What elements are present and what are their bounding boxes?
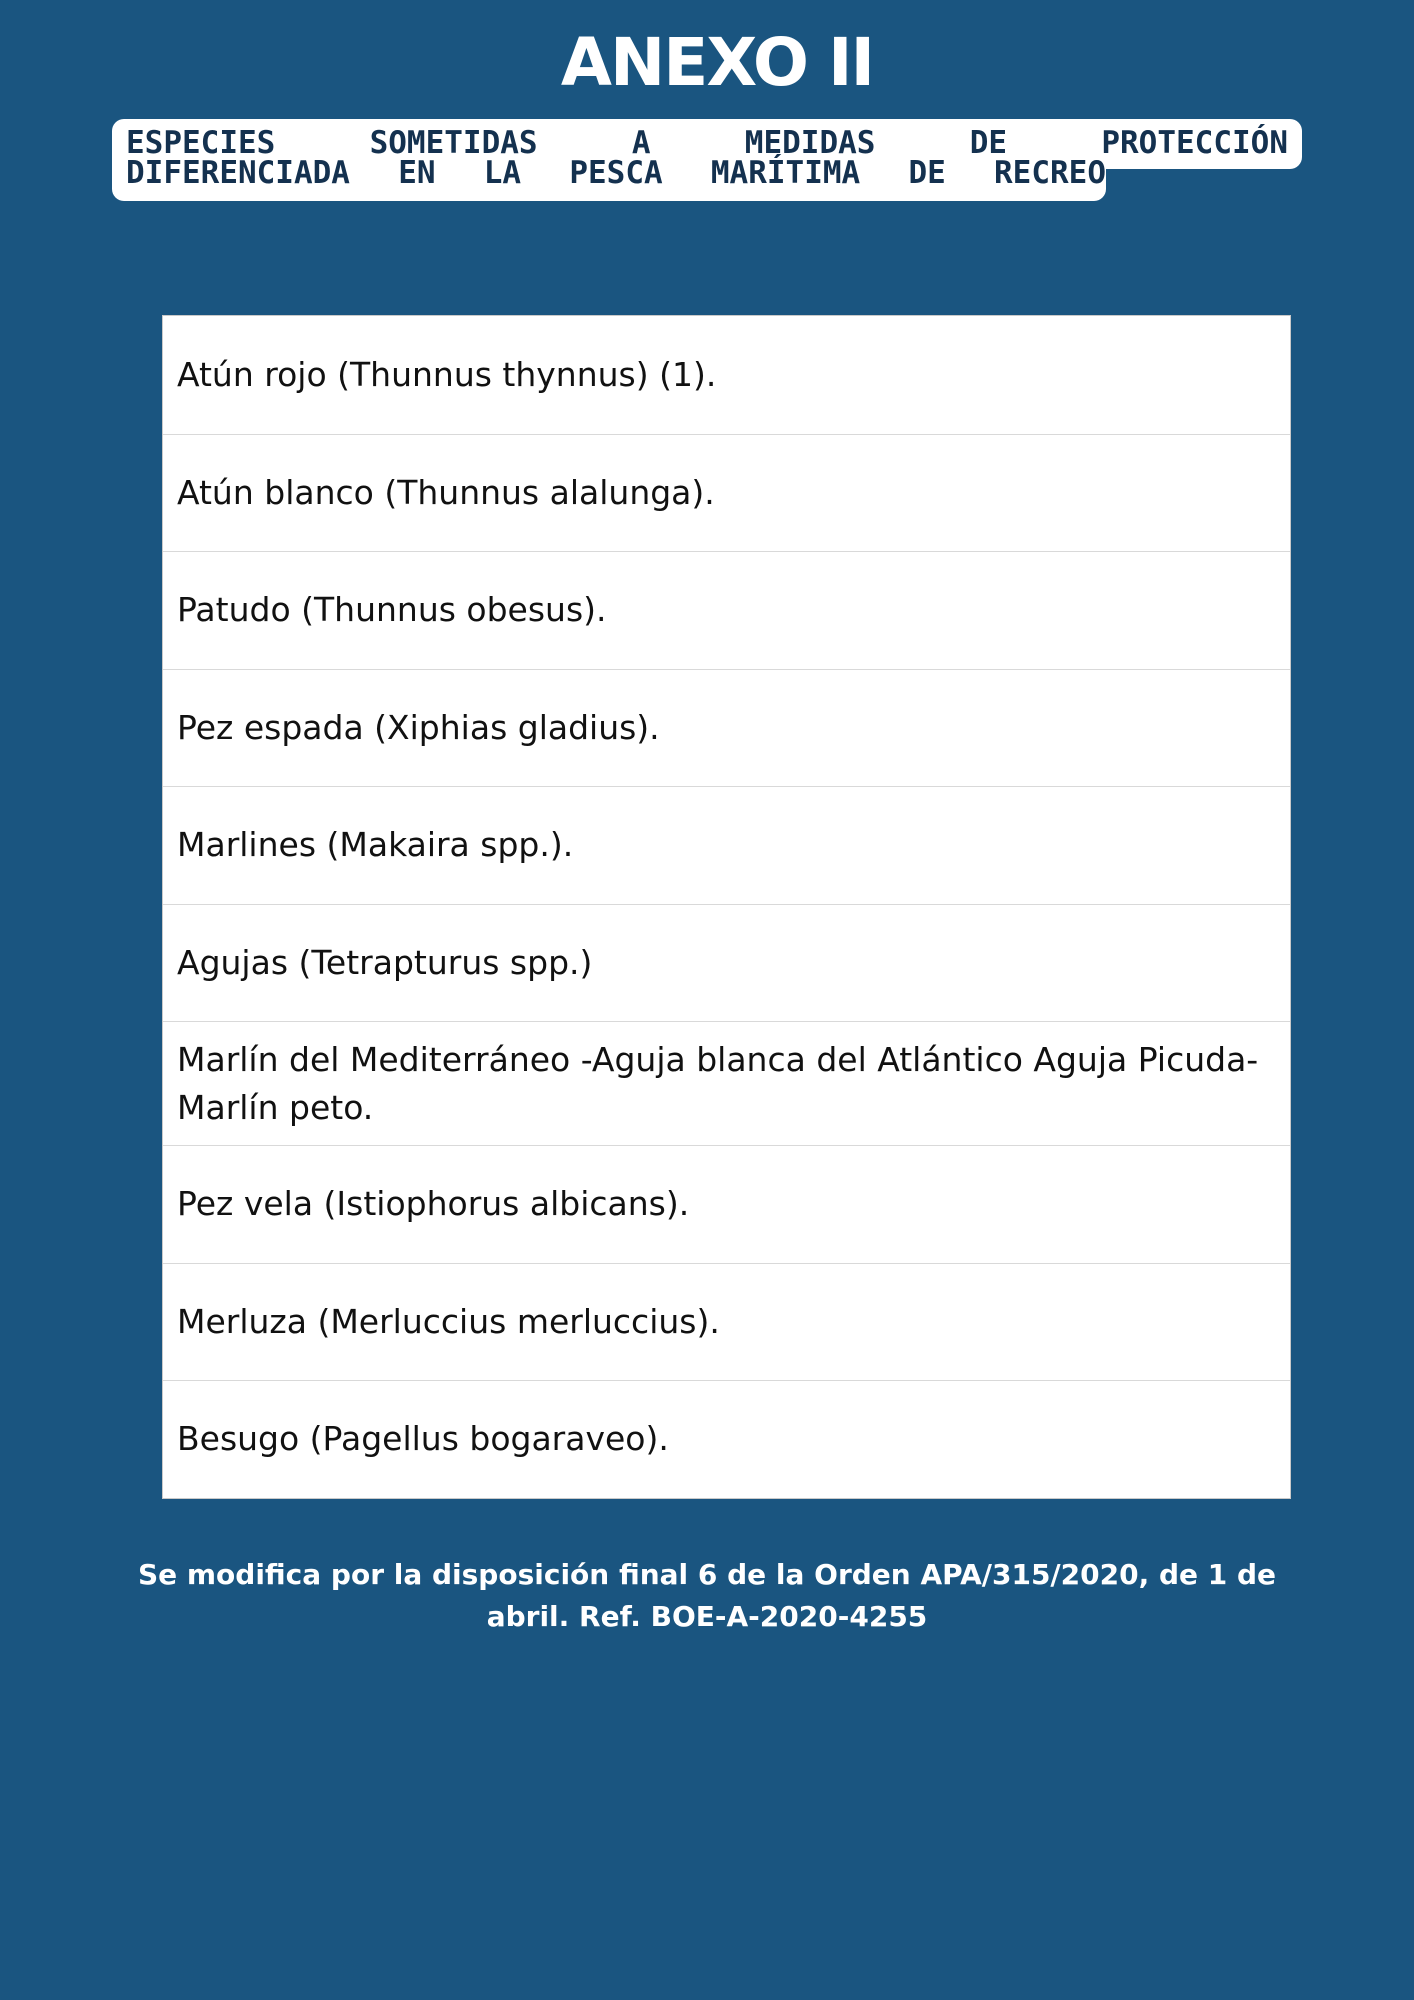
table-row [163, 1380, 1290, 1498]
species-name: Marlines (Makaira spp.). [177, 825, 574, 865]
species-name: Marlín del Mediterráneo -Aguja blanca del Atlántico Aguja Picuda-Marlín peto. [177, 1039, 1259, 1127]
subtitle-line-2: DIFERENCIADA EN LA PESCA MARÍTIMA DE RECREO [126, 155, 1106, 191]
table-row [163, 434, 1290, 552]
subtitle-banner [112, 119, 1302, 201]
species-name: Patudo (Thunnus obesus). [177, 590, 607, 630]
footer-note: Se modifica por la disposición final 6 de la Orden APA/315/2020, de 1 de abril. Ref. BOE-A-2020-4255 [137, 1558, 1277, 1633]
species-name: Atún blanco (Thunnus alalunga). [177, 472, 715, 512]
species-name: Pez espada (Xiphias gladius). [177, 707, 660, 747]
species-table [162, 315, 1291, 1499]
table-row [163, 786, 1290, 904]
table-row [163, 316, 1290, 434]
table-row [163, 1021, 1290, 1145]
species-name: Besugo (Pagellus bogaraveo). [177, 1419, 669, 1459]
table-row [163, 904, 1290, 1022]
table-row [163, 551, 1290, 669]
table-row [163, 1145, 1290, 1263]
table-row [163, 669, 1290, 787]
species-name: Atún rojo (Thunnus thynnus) (1). [177, 354, 717, 394]
species-name: Merluza (Merluccius merluccius). [177, 1301, 720, 1341]
page-title: ANEXO II [560, 24, 874, 101]
subtitle-line-1: ESPECIES SOMETIDAS A MEDIDAS DE PROTECCIÓN [126, 125, 1288, 161]
table-row [163, 1263, 1290, 1381]
species-name: Agujas (Tetrapturus spp.) [177, 942, 593, 982]
species-name: Pez vela (Istiophorus albicans). [177, 1184, 690, 1224]
